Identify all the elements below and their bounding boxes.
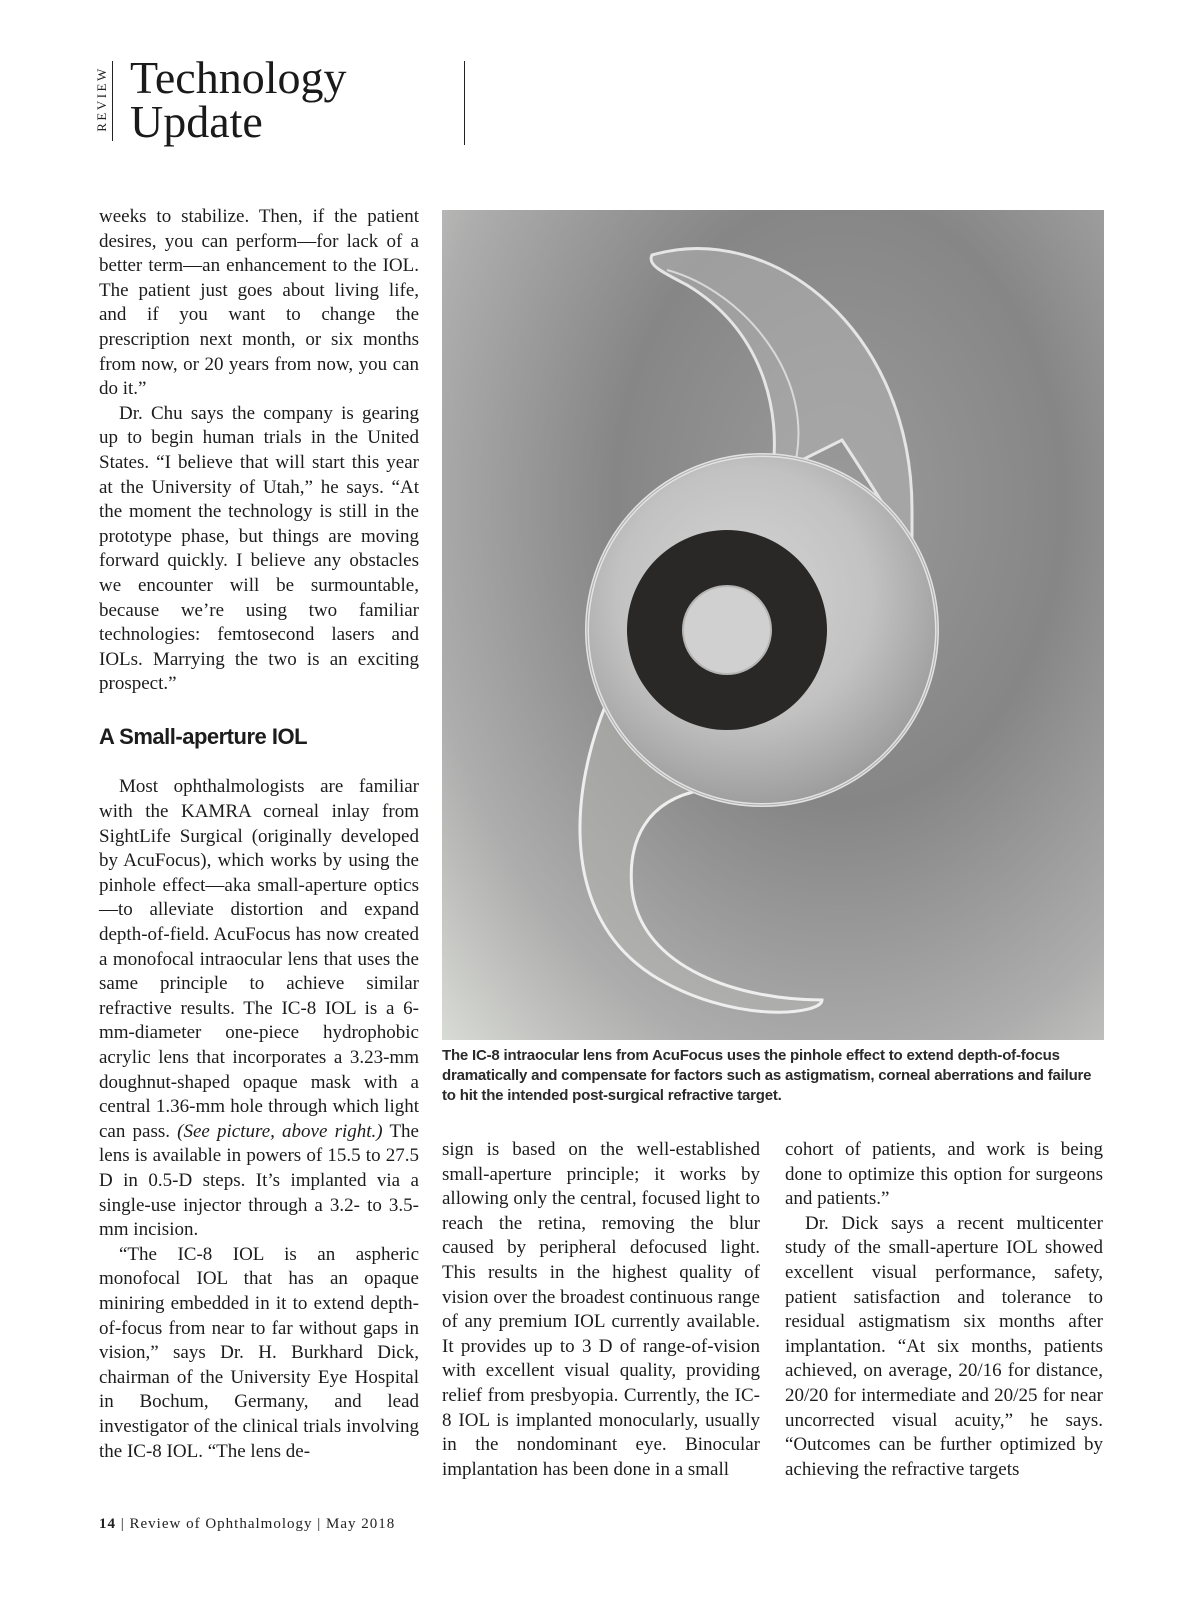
publication-name: Review of Ophthalmology — [129, 1516, 313, 1532]
page-number: 14 — [99, 1516, 116, 1532]
paragraph: cohort of patients, and work is being done to optimize this option for surgeons and patients.” — [785, 1139, 1103, 1210]
page-footer — [99, 1516, 395, 1533]
paragraph-text: The lens is available in powers of 15.5 to 27.5 D in 0.5-D steps. It’s implanted via a single-use injector through a 3.2- to 3.5-mm incision. — [99, 1120, 419, 1241]
paragraph: Dr. Dick says a recent multicenter study of the small-aperture IOL showed excellent visual performance, safety, patient satisfaction and tolerance to residual astigmatism six months after implantation. “At six months, patients achieved, on average, 20/16 for distance, 20/20 for intermediate and 20/25 for near uncorrected visual acuity,” he says. “Outcomes can be further optimized by achieving the refractive targets — [785, 1212, 1103, 1480]
review-tag-label: REVIEW — [94, 66, 109, 132]
footer-separator: | — [116, 1516, 130, 1532]
figure-reference: (See picture, above right.) — [177, 1120, 383, 1142]
paragraph: weeks to stabilize. Then, if the patient desires, you can perform—for lack of a better term—an enhancement to the IOL. The patient just goes about living life, and if you want to change the prescription next month, or six months from now, or 20 years from now, you can do it.” — [99, 206, 419, 400]
central-aperture — [683, 586, 771, 674]
section-title-line1: Technology — [130, 52, 347, 103]
paragraph: “The IC-8 IOL is an aspheric monofocal IOL that has an opaque miniring embedded in it to extend depth-of-focus from near to far without gaps in vision,” says Dr. H. Burkhard Dick, chairman of the University Eye Hospital in Bochum, Germany, and lead investigator of the clinical trials involving the IC-8 IOL. “The lens de- — [99, 1243, 419, 1462]
iol-lens-illustration — [442, 210, 1104, 1040]
article-column-2 — [442, 1138, 760, 1482]
review-tag — [92, 61, 113, 141]
section-title — [130, 52, 460, 147]
article-column-1 — [99, 205, 419, 1464]
footer-separator: | — [312, 1516, 327, 1532]
paragraph: Dr. Chu says the company is gearing up to begin human trials in the United States. “I believe that will start this year at the University of Utah,” he says. “At the moment the technology is still in the prototype phase, but things are moving forward quickly. I believe any obstacles we encounter will be surmountable, because we’re using two familiar technologies: femtosecond lasers and IOLs. Marrying the two is an exciting prospect.” — [99, 402, 419, 695]
masthead-divider — [464, 61, 465, 145]
section-title-line2: Update — [130, 96, 263, 147]
article-column-3 — [785, 1138, 1103, 1482]
iol-photo — [442, 210, 1104, 1040]
paragraph-text: Most ophthalmologists are familiar with the KAMRA corneal inlay from SightLife Surgical (originally developed by AcuFocus), which works by using the pinhole effect—aka small-aperture optics—to alleviate distortion and expand depth-of-field. AcuFocus has now created a monofocal intraocular lens that uses the same principle to achieve similar refractive results. The IC-8 IOL is a 6-mm-diameter one-piece hydrophobic acrylic lens that incorporates a 3.23-mm doughnut-shaped opaque mask with a central 1.36-mm hole through which light can pass. — [99, 776, 419, 1142]
article-subhead: A Small-aperture IOL — [99, 723, 308, 749]
paragraph — [99, 775, 419, 1242]
paragraph: sign is based on the well-established small-aperture principle; it works by allowing only the central, focused light to reach the retina, removing the blur caused by peripheral defocused light. This results in the highest quality of vision over the broadest continuous range of any premium IOL currently available. It provides up to 3 D of range-of-vision with excellent visual quality, providing relief from presbyopia. Currently, the IC-8 IOL is implanted monocularly, usually in the nondominant eye. Binocular implantation has been done in a small — [442, 1139, 760, 1480]
issue-date: May 2018 — [326, 1516, 396, 1532]
figure-caption: The IC-8 intraocular lens from AcuFocus uses the pinhole effect to extend depth-of-focus dramatically and compensate for factors such as astigmatism, corneal aberrations and failure to hit the intended post-surgical refractive target. — [442, 1047, 1092, 1104]
